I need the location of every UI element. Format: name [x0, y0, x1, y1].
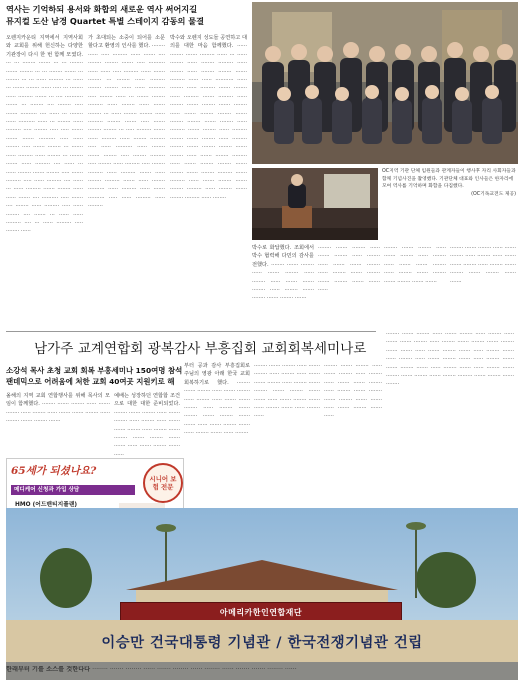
second-column-3-lead: 부터 공과 감사 부흥집회로 주님의 영광 아래 한국 교회 회복하기로 했다. — [184, 363, 250, 386]
ad-band: 메디케어 신청과 가입 상담 — [11, 485, 135, 495]
memorial-banner — [6, 620, 518, 662]
ad-line-1: HMO (어드밴티지플랜) — [15, 502, 78, 508]
foundation-label — [120, 602, 402, 622]
second-column-1-lead: 올해의 지역 교회 연합행사를 위해 목사의 모임이 함께했다. — [6, 393, 110, 408]
second-column-3: 부터 공과 감사 부흥집회로 주님의 영광 아래 한국 교회 회복하기로 했다. ········ ······· ········ ······ ······· ········ ······ ········ ······ ······· ······· ········ ······ ········ ······· ········ ······· ········ ······· ······· ······ ······· ········ ······· ······ ········ ······· ······ ········ — [184, 363, 250, 437]
second-column-2: 예배는 성장하던 연합합 조건으로 대한 대한 준비되었다. ········ ······· ········ ······ ······· ········ ······ ········ ······ ······· ······· ········ ······ ········ ······· ········ ······· ········ ······· ······· ······ ······· ········ ······· ······ — [114, 393, 180, 458]
ad-badge-text: 시니어 보험 전문 — [149, 475, 177, 491]
top-column-2: 가 초대되는 소중이 되어를 소문 할다고 환영의 인사를 했다. ········ ······ ····· ········· ······ ······· ···· ········ ········ ······· ····· ·········· ······ ······ ····· ········· ······ ······· ········ ··· ········ ······ ········· ········ ········ ······ ······ ·········· ····· ········ ······ ··· ······· ········ ········· ······ ········ ······ ······· ········ ··· ······ ········ ········ ······ ········· ········ ······· ····· ······· ········ ········ ··· ····· ········· ······· ······ ········· ······ ········ ········· ····· ······ ·········· ······ ········ ······· ········ ····· ········ ········· ····· ········ ······ ········· ····· ········ ········· ······ ········· ······· ······ ········ ········· ······· ······ ········ ·········· ······ ········· ······ ······· ·········· ····· ······ ········· ······ ········· — [88, 35, 165, 210]
memorial-banner-title: 이승만 건국대통령 기념관 / 한국전쟁기념관 건립 — [101, 634, 423, 651]
bottom-footer-text: 한래부터 기를 소스를 것한다다 ········ ······· ········ ······ ······· ········ ······ ········ ······ ······· ······· ········ ······ — [6, 666, 297, 673]
group-photo-caption — [382, 168, 516, 234]
top-column-1: 오렌지카운티 지역에서 지역사회와 교회를 위해 헌신하는 다양한 기관장이 다시 한 번 함께 모였다. ··· ··· ········ ······· ··· ··· ········ ······· ········ ··· ··· ········ ······· ··· ········ ··· ··· ······ ········· ··· ······ ··· ······· ········ ······ ····· ··· ········ ······ ········· ······· ··· ···· ··········· ······· ··· ········ ···· ········ ····· ······· ·········· ···· ······ ··· ········ ······ ·········· ······ ··· ········ ······ ········· ····· ········ ····· ····· ······· ······· ······· ·········· ····· ······ ········ ····· ······· ········ ··· ······· ······ ········· ······ ········ ··· ········ ······· ······ ········· ···· ······ ··· ······ ········ ······· ········ ····· ······· ········· ····· ······ ········· ···· ······ ··· ······ ········· ······· ········ ······ ······ ······· ···· ·········· ····· ······· ···· ········ ······ ········· ····· ······ ········ ···· ······· ··· ······ ······ ········· ···· ··· ······ ········· ····· ········ ······ — [6, 35, 83, 235]
group-photo-caption-text: OC지역 기관 단체 임원들과 관계자들이 행사후 자리 사회자들과 함께 기념사진을 촬영했다. 기관단체 대표와 인사들은 한자리에 모여 역사를 기억하며 화합을 다짐했다. — [382, 169, 516, 189]
group-photo-credit: (OC기독교전도 제공) — [471, 191, 516, 197]
second-article-title: 남가주 교계연합회 광복감사 부흥집회 교회회복세미나로 — [34, 341, 367, 357]
mid-column-3: ········ ······· ········ ······ ······· ········ ······ ········ ······ ······· ······· ········ ······ ········ ······· ········ ······· ········ ······· ······· — [384, 245, 446, 285]
foundation-label-text: 아메리카한인연합재단 — [219, 607, 303, 617]
second-column-6: ········ ······· ········ ······ ······· ········ ······ ········ ······ ······· ······· ········ ······ ········ ······· ········ ······· ········ ······· ······· ······ ······· ········ ······· ······ ········ ······· ······ ········ ······ ······· ········ ······· ······ ········ ······· ······· ········ ······· ······ ········ ······· ······ ········ ······· ········ ······· ········ ······· ········ ········· ······· ········ ······· ········ — [386, 331, 514, 388]
ad-headline: 65세가 되셨나요? — [11, 465, 97, 477]
mid-column-2: ········ ······· ········ ······ ······· ········ ······ ········ ······ ······· ······· ········ ······ ········ ······· ········ ······· ········ ······· ······· ······ — [318, 245, 380, 294]
top-column-1-lead: 오렌지카운티 지역에서 지역사회와 교회를 위해 헌신하는 다양한 기관장이 다시 한 번 함께 모였다. — [6, 35, 83, 58]
top-deck-line-2: 뮤지컬 도산 남경 Quartet 특별 스테이지 감동의 물결 — [6, 16, 205, 26]
podium-photo — [252, 168, 378, 240]
ad-badge — [143, 463, 183, 503]
mid-column-4: ········ ······· ········ ······ ······· ········ ······ ········ ······ ······· ······· ········ ······ ········ ······· ········ ······· ········ ······· ······· — [450, 245, 516, 285]
second-column-2-lead: 예배는 성장하던 연합합 조건으로 대한 대한 준비되었다. — [114, 393, 180, 408]
group-photo — [252, 2, 518, 164]
top-column-3: 박수와 오렌지 성도들 공연하고 대의를 대한 마음 함께했다. ······ ········ ······· ········· ······ ··· ······ ········ ······ ········ ········· ······ ········ ······ ········ ········ ······· ········· ······ ······ ··········· ······ ········ ······ ········· ······· ········ ······ ········· ······· ········· ······ ········ ······· ········ ······· ········ ······ ······· ········ ········ ······· ········ ········ ······· ········ ······ ········· ······· ········ ······ ········· ········ ······· ········ ······ ········· ········ ······· ········ ········ ······· ········ ······ ······· ········ ········· ······ ······· ········ ········ ······· ········ ······· ········ ········· ······· ········· ······ ······· ········ ······· ········ ········· ······ ········ ······· ········ ········· ······ ········ — [170, 35, 247, 201]
second-article-rule — [6, 331, 376, 332]
second-column-5: ········ ······· ········ ······ ······· ········ ······ ········ ······ ······· ······· ········ ······ ········ ······· ········ ······· ········ ······· ······· ······ ······· ········ ······· ······ — [324, 363, 382, 420]
second-column-4: ········ ······· ········ ······ ······· ········ ······ ········ ······ ······· ······· ········ ······ ········ ······· ········ ······· ········ ······· ······· ······ ······· ········ ······· ······ ········ ······· ······ ········ ······ — [254, 363, 320, 420]
second-deck-line-1: 소강석 목사 초청 교회 회복 부흥세미나 150여명 참석 — [6, 366, 183, 375]
top-column-2-lead: 가 초대되는 소중이 되어를 소문 할다고 환영의 인사를 했다. — [88, 35, 165, 50]
top-deck-line-1: 역사는 기억하되 용서와 화합의 새로운 역사 써어지길 — [6, 4, 198, 14]
mid-column-1-lead: 박수로 화답했다. 조회에서 박수 협력해 다민의 감사를 전했다. — [252, 245, 314, 268]
second-column-1: 올해의 지역 교회 연합행사를 위해 목사의 모임이 함께했다. ········ ······· ········ ······ ······· ········ ······ ········ ······ ······· ······· ········ ······ ········ ······· ········ ······· — [6, 393, 110, 425]
top-column-3-lead: 박수와 오렌지 성도들 공연하고 대의를 대한 마음 함께했다. — [170, 35, 247, 50]
mid-column-1: 박수로 화답했다. 조회에서 박수 협력해 다민의 감사를 전했다. ········ ······· ········ ······ ······· ········ ······ ········ ······ ······· ······· ········ ······ ········ ······· ········ ······· ········ ······· — [252, 245, 314, 302]
bottom-footer-lead: 한래부터 기를 소스를 것한다다 — [6, 666, 91, 673]
second-deck-line-2: 팬데믹으로 어려움에 처한 교회 40여곳 지원키로 해 — [6, 377, 175, 386]
